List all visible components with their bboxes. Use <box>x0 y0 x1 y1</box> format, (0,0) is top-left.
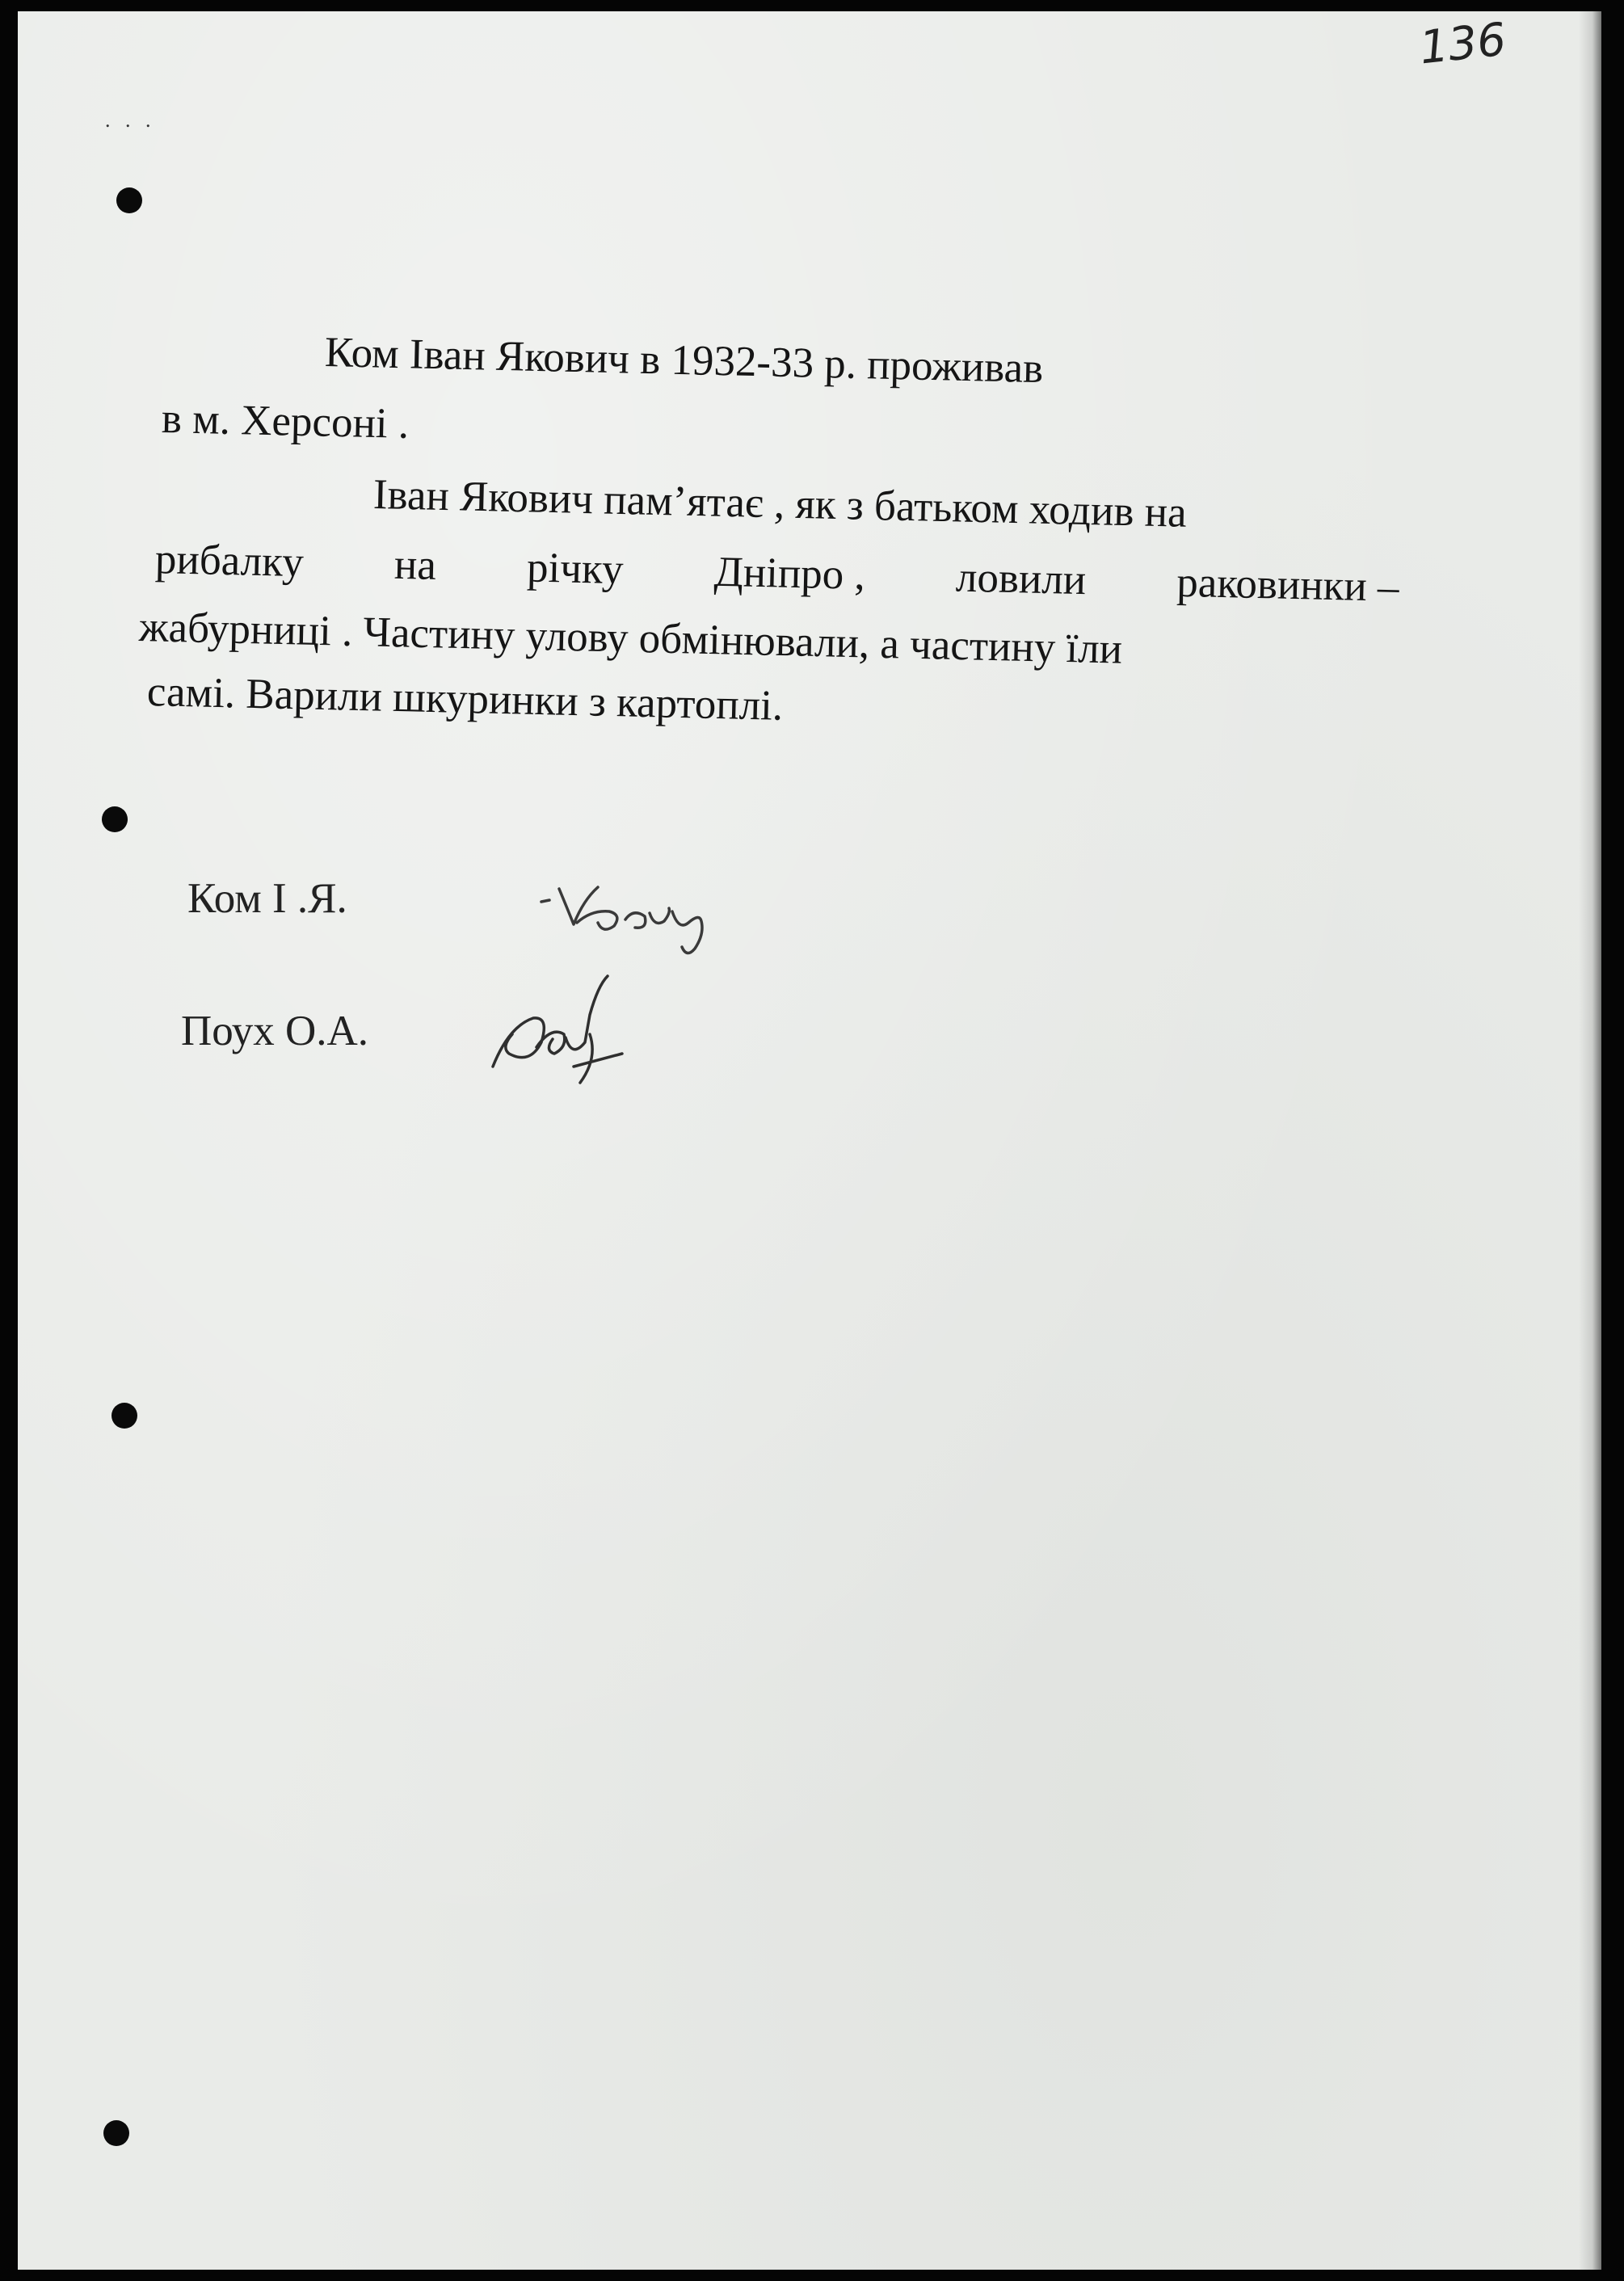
page-number: 136 <box>1416 13 1508 75</box>
scan-specks: . . . <box>105 108 156 132</box>
signature-1-icon <box>535 884 761 973</box>
word: Дніпро , <box>713 548 866 599</box>
punch-hole-icon <box>102 806 128 832</box>
signatory-name-1: Ком І .Я. <box>187 875 347 922</box>
text-line-3: Іван Якович пам’ятає , як з батьком ходив на <box>372 471 1188 537</box>
punch-hole-icon <box>116 187 142 213</box>
text-line-4 <box>154 535 1399 612</box>
word: раковинки – <box>1176 558 1400 611</box>
word: на <box>393 541 437 589</box>
word: річку <box>526 544 625 594</box>
punch-hole-icon <box>111 1403 137 1429</box>
signature-2-icon <box>477 970 638 1091</box>
word: ловили <box>955 553 1087 604</box>
text-line-1: Ком Іван Якович в 1932-33 р. проживав <box>324 329 1044 393</box>
signatory-name-2: Поух О.А. <box>181 1008 369 1054</box>
word: рибалку <box>154 536 305 587</box>
text-line-6: самі. Варили шкуринки з картоплі. <box>146 668 784 730</box>
punch-hole-icon <box>103 2120 129 2146</box>
text-line-2: в м. Херсоні . <box>161 395 410 448</box>
text-line-5: жабурниці . Частину улову обмінювали, а частину їли <box>138 604 1123 673</box>
paper-sheet <box>18 11 1601 2270</box>
sheet-edge-shadow <box>1579 11 1601 2270</box>
